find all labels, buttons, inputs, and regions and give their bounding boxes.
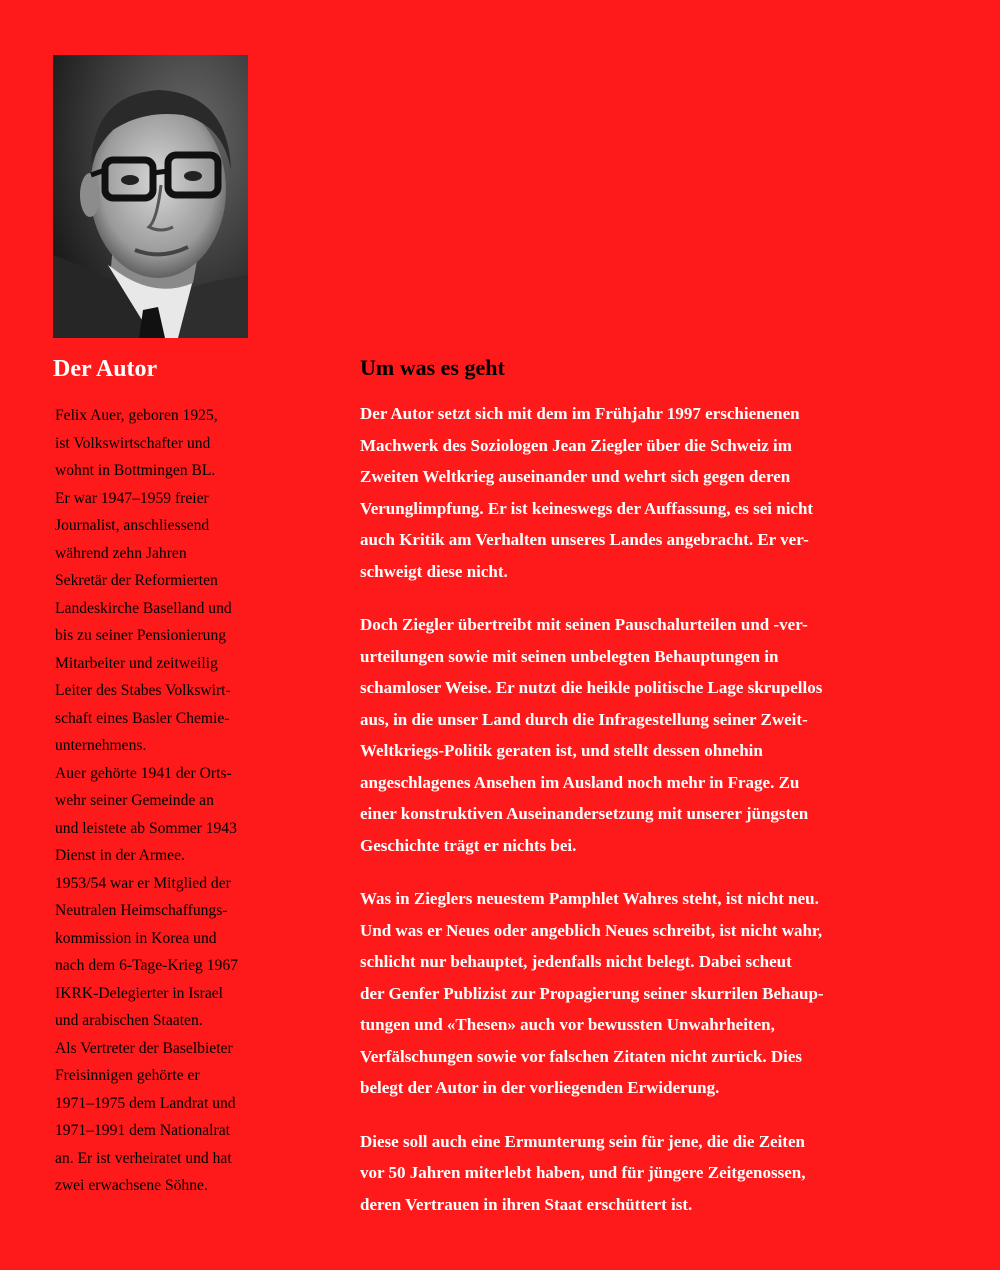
body-paragraph-2: Doch Ziegler übertreibt mit seinen Pauschalurteilen und -ver- urteilungen sowie mit seinen unbelegten Behauptungen in schamloser Weise. Er nutzt die heikle politische Lage skrupellos aus, in die unser Land durch die Infragestellung seiner Zweit- Weltkriegs-Politik geraten ist, und stellt dessen ohnehin angeschlagenes Ansehen im Ausland noch mehr in Frage. Zu einer konstruktiven Auseinandersetzung mit unserer jüngsten Geschichte trägt er nichts bei.	[360, 615, 823, 855]
author-heading: Der Autor	[53, 356, 158, 382]
portrait-image	[53, 55, 248, 338]
author-bio-text: Felix Auer, geboren 1925, ist Volkswirtschafter und wohnt in Bottmingen BL. Er war 1947–1959 freier Journalist, anschliessend während zehn Jahren Sekretär der Reformierten Landeskirche Baselland und bis zu seiner Pensionierung Mitarbeiter und zeitweilig Leiter des Stabes Volkswirt- schaft eines Basler Chemie- unternehmens. Auer gehörte 1941 der Orts- wehr seiner Gemeinde an und leistete ab Sommer 1943 Dienst in der Armee. 1953/54 war er Mitglied der Neutralen Heimschaffungs- kommission in Korea und nach dem 6-Tage-Krieg 1967 IKRK-Delegierter in Israel und arabischen Staaten. Als Vertreter der Baselbieter Freisinnigen gehörte er 1971–1975 dem Landrat und 1971–1991 dem Nationalrat an. Er ist verheiratet und hat zwei erwachsene Söhne.	[55, 407, 238, 1194]
author-portrait-photo	[53, 55, 248, 338]
main-body	[360, 398, 940, 1242]
body-paragraph-1: Der Autor setzt sich mit dem im Frühjahr 1997 erschienenen Machwerk des Soziologen Jean Ziegler über die Schweiz im Zweiten Weltkrieg auseinander und wehrt sich gegen deren Verunglimpfung. Er ist keineswegs der Auffassung, es sei nicht auch Kritik am Verhalten unseres Landes angebracht. Er ver- schweigt diese nicht.	[360, 404, 814, 581]
body-paragraph-4: Diese soll auch eine Ermunterung sein für jene, die die Zeiten vor 50 Jahren miterlebt haben, und für jüngere Zeitgenossen, deren Vertrauen in ihren Staat erschüttert ist.	[360, 1131, 806, 1214]
body-paragraph-3: Was in Zieglers neuestem Pamphlet Wahres steht, ist nicht neu. Und was er Neues oder angeblich Neues schreibt, ist nicht wahr, schlicht nur behauptet, jedenfalls nicht belegt. Dabei scheut der Genfer Publizist zur Propagierung seiner skurrilen Behaup- tungen und «Thesen» auch vor bewussten Unwahrheiten, Verfälschungen sowie vor falschen Zitaten nicht zurück. Dies belegt der Autor in der vorliegenden Erwiderung.	[360, 889, 824, 1097]
main-heading: Um was es geht	[360, 355, 505, 380]
